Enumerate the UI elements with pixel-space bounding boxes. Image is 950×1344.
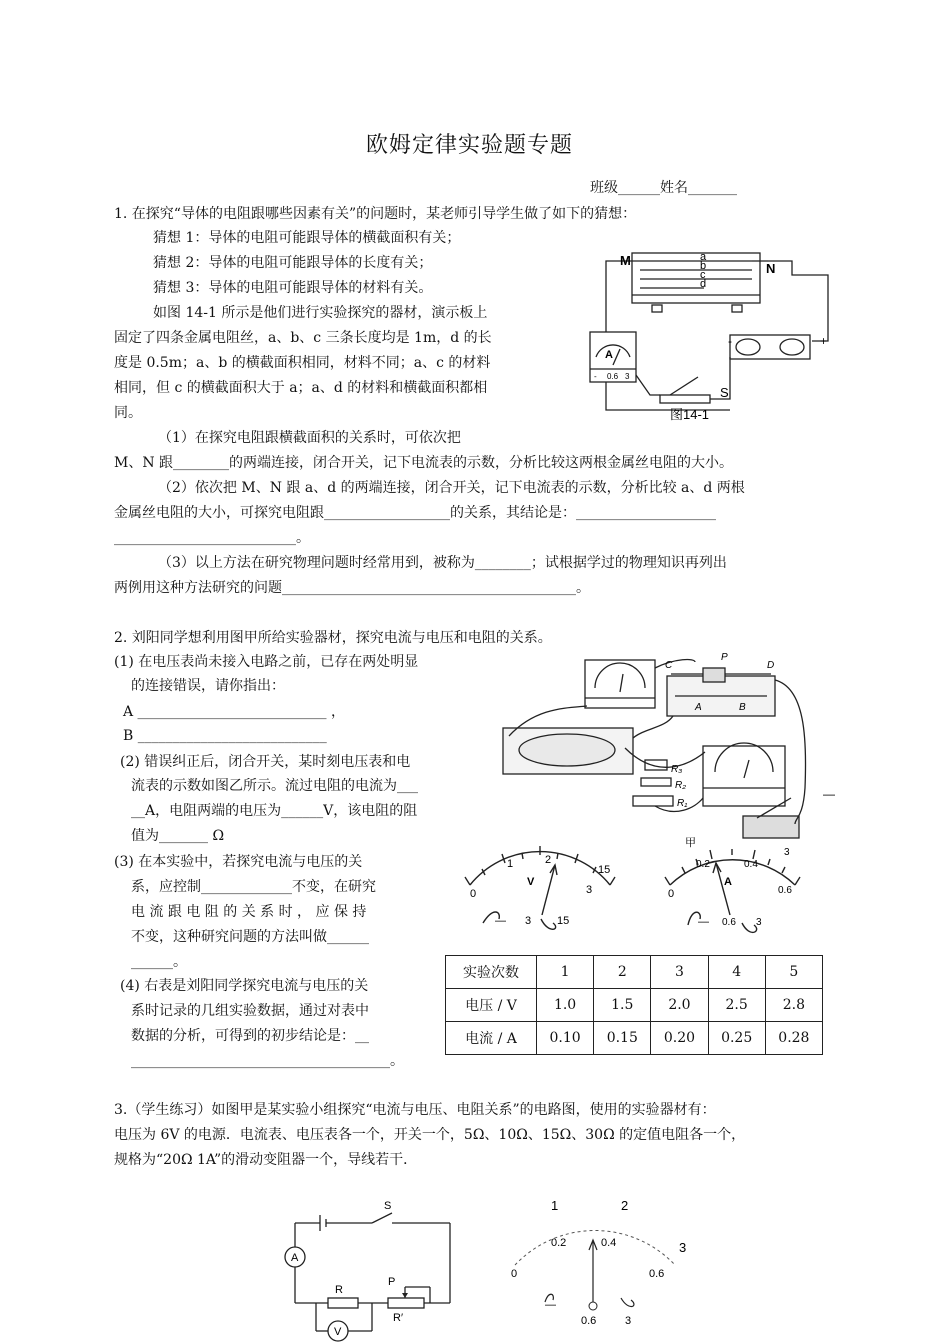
q2-intro: 2. 刘阳同学想利用图甲所给实验器材，探究电流与电压和电阻的关系。 (114, 630, 552, 646)
q1-part-2: 金属丝电阻的大小，可探究电阻跟__________________的关系，其结论是：____________________ (114, 505, 716, 521)
q2-step-3: 不变，这种研究问题的方法叫做______ (131, 929, 369, 945)
table-cell: 电流 / A (446, 1022, 537, 1055)
circuit-label-rprime: R′ (393, 1312, 404, 1324)
label-wire-b: b (700, 260, 707, 272)
q2-blank-b: B ___________________________ (123, 728, 327, 744)
q1-part-3: 两例用这种方法研究的问题__________________________________________。 (114, 580, 590, 596)
figure-jia-apparatus (495, 648, 840, 848)
q1-part-2: （2）依次把 M、N 跟 a、d 的两端连接，闭合开关，记下电流表的示数，分析比较 a、d 两根 (158, 480, 745, 496)
table-cell: 3 (651, 956, 708, 989)
q2-step-1: (1) 在电压表尚未接入电路之前，已存在两处明显 (114, 654, 419, 670)
q1-guess-1: 猜想 1：导体的电阻可能跟导体的横截面积有关； (153, 230, 461, 246)
label-r1: R₁ (677, 798, 688, 809)
circuit-label-r: R (335, 1284, 343, 1296)
label-r2: R₂ (675, 780, 687, 791)
figure-14-1 (580, 245, 840, 425)
voltmeter-terminal-minus: — (495, 915, 506, 927)
ammeter-terminal-06: 0.6 (722, 917, 736, 928)
circuit-label-s: S (384, 1200, 392, 1212)
q2-step-4: _____________________________________。 (131, 1053, 404, 1069)
q1-guess-2: 猜想 2：导体的电阻可能跟导体的长度有关； (153, 255, 433, 271)
table-cell: 0.10 (537, 1022, 594, 1055)
q1-intro: 1. 在探究“导体的电阻跟哪些因素有关”的问题时，某老师引导学生做了如下的猜想： (114, 206, 637, 222)
label-b: B (739, 702, 746, 713)
q2-step-4: 数据的分析，可得到的初步结论是：__ (131, 1028, 369, 1044)
ammeter-tick-minus: - (594, 372, 597, 381)
table-cell: 2.8 (765, 989, 822, 1022)
figure-caption: 图14-1 (670, 407, 710, 422)
table-cell: 0.25 (708, 1022, 765, 1055)
q2-step-2: (2) 错误纠正后，闭合开关，某时刻电压表和电 (120, 754, 411, 770)
voltmeter-tick-1: 1 (507, 858, 514, 870)
circuit-diagram (280, 1195, 460, 1344)
voltmeter-terminal-3: 3 (525, 915, 532, 927)
label-p: P (721, 652, 728, 663)
label-a: A (695, 702, 702, 713)
q3-terminal-06: 0.6 (581, 1315, 597, 1327)
q2-step-4: (4) 右表是刘阳同学探究电流与电压的关 (120, 978, 369, 994)
data-table (445, 955, 823, 1055)
q1-part-2: __________________________。 (114, 530, 310, 546)
q2-step-3: 电 流 跟 电 阻 的 关 系 时 ， 应 保 持 (131, 904, 367, 920)
q2-step-3: 系，应控制_____________不变，在研究 (131, 879, 376, 895)
voltmeter-tick-2: 2 (545, 854, 552, 866)
q1-part-1: M、N 跟________的两端连接，闭合开关，记下电流表的示数，分析比较这两根金属丝电阻的大小。 (114, 455, 734, 471)
table-cell: 0.15 (594, 1022, 651, 1055)
q1-desc: 如图 14-1 所示是他们进行实验探究的器材，演示板上 (153, 305, 488, 321)
table-cell: 2.0 (651, 989, 708, 1022)
label-c: C (665, 660, 673, 671)
table-cell: 电压 / V (446, 989, 537, 1022)
table-cell: 1.0 (537, 989, 594, 1022)
circuit-label-v: V (334, 1326, 342, 1338)
q1-desc: 同。 (114, 405, 142, 421)
q2-step-3: ______。 (131, 954, 187, 970)
ammeter-terminal-minus: — (698, 916, 709, 928)
label-wire-c: c (700, 269, 706, 281)
q3-terminal-3: 3 (625, 1315, 632, 1327)
ammeter-tick-06: 0.6 (778, 885, 792, 896)
ammeter-a-label: A (724, 876, 732, 888)
table-cell: 2 (594, 956, 651, 989)
table-cell: 0.20 (651, 1022, 708, 1055)
q2-step-2: __A，电阻两端的电压为______V，该电阻的阻 (131, 803, 418, 819)
q2-step-2: 值为_______ Ω (131, 828, 225, 844)
q1-part-3: （3）以上方法在研究物理问题时经常用到，被称为________；试根据学过的物理知识再列出 (158, 555, 727, 571)
table-cell: 1 (537, 956, 594, 989)
voltmeter-tick-15: 15 (598, 864, 611, 876)
label-d: D (767, 660, 775, 671)
q3-line: 规格为“20Ω 1A”的滑动变阻器一个，导线若干． (114, 1152, 418, 1168)
ammeter-tick-02: 0.2 (696, 859, 710, 870)
q3-tick-2: 2 (621, 1198, 629, 1213)
ammeter-tick-04: 0.4 (744, 859, 758, 870)
voltmeter-v-label: V (527, 876, 535, 888)
table-row (446, 989, 823, 1022)
q3-tick-1: 1 (551, 1198, 559, 1213)
class-name-line: 班级______姓名_______ (590, 180, 737, 196)
q3-tick-0: 0 (511, 1268, 518, 1280)
battery-minus: - (728, 334, 732, 348)
voltmeter-tick-0: 0 (470, 888, 477, 900)
battery-plus: + (820, 334, 828, 348)
q2-step-1: 的连接错误，请你指出： (131, 678, 285, 694)
table-cell: 1.5 (594, 989, 651, 1022)
circuit-label-p: P (388, 1276, 396, 1288)
figure-jia-label: 甲 (685, 837, 696, 848)
ammeter-a-label: A (605, 349, 613, 361)
label-wire-a: a (700, 251, 707, 263)
q3-tick-06: 0.6 (649, 1268, 665, 1280)
q3-tick-02: 0.2 (551, 1237, 567, 1249)
switch-s-label: S (720, 385, 729, 400)
table-row (446, 956, 823, 989)
q1-desc: 相同，但 c 的横截面积大于 a；a、d 的材料和横截面积都相 (114, 380, 488, 396)
q1-guess-3: 猜想 3：导体的电阻可能跟导体的材料有关。 (153, 280, 433, 296)
q1-part-1: （1）在探究电阻跟横截面积的关系时，可依次把 (158, 430, 461, 446)
q3-line: 电压为 6V 的电源．电流表、电压表各一个，开关一个，5Ω、10Ω、15Ω、30Ω 的定值电阻各一个， (114, 1127, 746, 1143)
q1-desc: 度是 0.5m；a、b 的横截面积相同，材料不同；a、c 的材料 (114, 355, 491, 371)
q3-tick-3: 3 (679, 1240, 687, 1255)
q3-terminal-minus: — (545, 1299, 556, 1311)
q3-line: 3.（学生练习）如图甲是某实验小组探究“电流与电压、电阻关系”的电路图，使用的实验器材有： (114, 1102, 716, 1118)
ammeter-tick-06: 0.6 (607, 372, 619, 381)
table-cell: 实验次数 (446, 956, 537, 989)
ammeter-tick-3: 3 (784, 847, 790, 858)
ammeter-tick-0: 0 (668, 888, 675, 900)
ammeter-dial (650, 845, 830, 955)
q3-ammeter-dial (495, 1190, 710, 1340)
q3-tick-04: 0.4 (601, 1237, 617, 1249)
q2-step-4: 系时记录的几组实验数据，通过对表中 (131, 1003, 369, 1019)
dash-mark: — (823, 787, 835, 801)
label-n: N (766, 261, 776, 276)
q1-desc: 固定了四条金属电阻丝，a、b、c 三条长度均是 1m，d 的长 (114, 330, 492, 346)
table-cell: 4 (708, 956, 765, 989)
label-r3: R₃ (671, 764, 683, 775)
table-cell: 5 (765, 956, 822, 989)
q2-blank-a: A ___________________________ ， (123, 704, 346, 720)
table-cell: 0.28 (765, 1022, 822, 1055)
label-m: M (620, 253, 631, 268)
ammeter-tick-3: 3 (625, 372, 630, 381)
ammeter-terminal-3: 3 (756, 917, 762, 928)
voltmeter-tick-3: 3 (586, 884, 593, 896)
table-cell: 2.5 (708, 989, 765, 1022)
q2-step-2: 流表的示数如图乙所示。流过电阻的电流为___ (131, 778, 418, 794)
table-row (446, 1022, 823, 1055)
circuit-label-a: A (291, 1252, 299, 1264)
voltmeter-terminal-15: 15 (557, 915, 570, 927)
q2-step-3: (3) 在本实验中，若探究电流与电压的关 (114, 854, 363, 870)
page-title: 欧姆定律实验题专题 (366, 133, 574, 158)
voltmeter-dial (445, 845, 625, 955)
label-wire-d: d (700, 278, 707, 290)
